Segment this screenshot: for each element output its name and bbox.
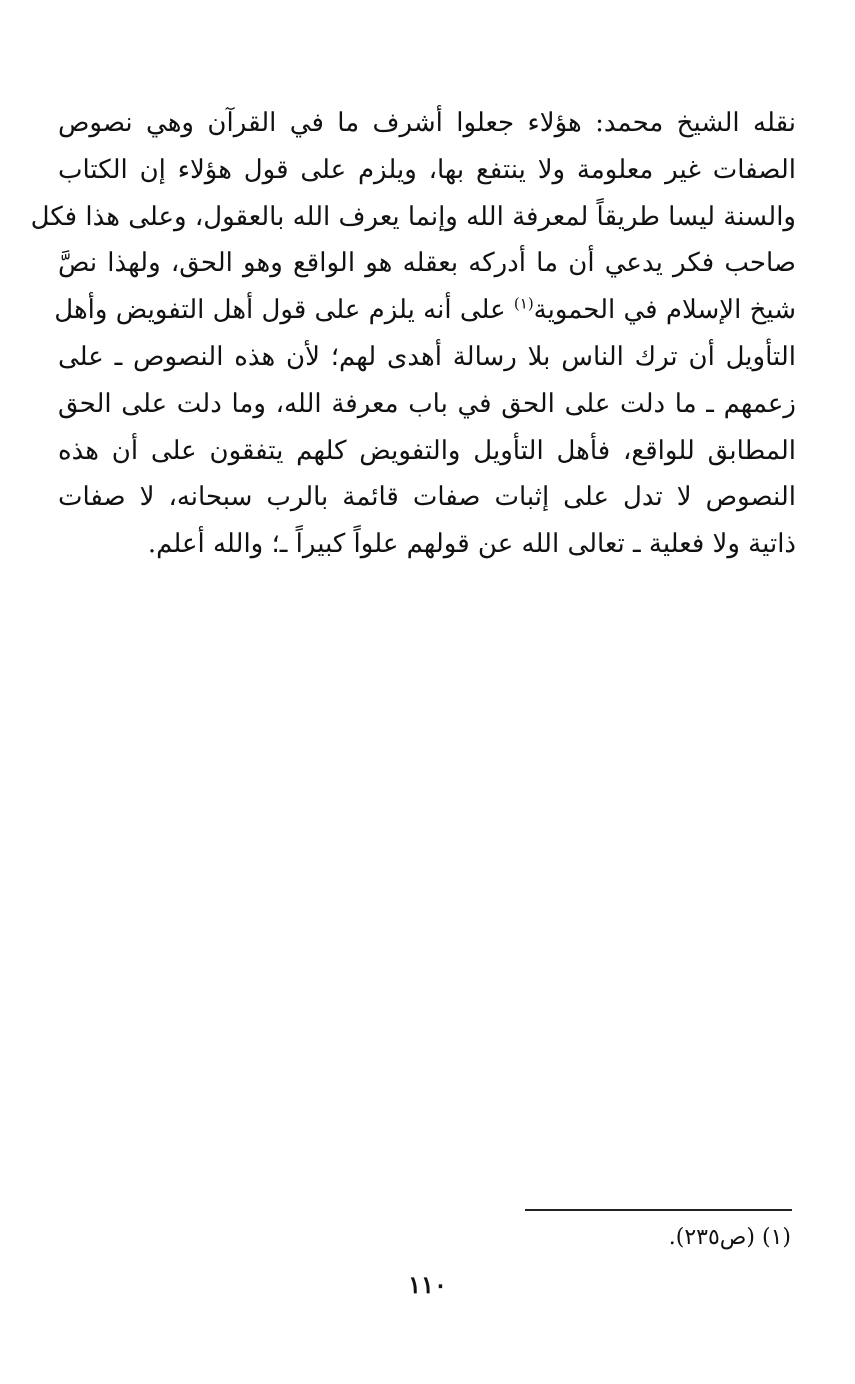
footnote: [669, 1222, 791, 1254]
text-line-3: والسنة ليسا طريقاً لمعرفة الله وإنما يعرف الله بالعقول، وعلى هذا فكل: [30, 201, 796, 232]
text-line-1: نقله الشيخ محمد: هؤلاء جعلوا أشرف ما في القرآن وهي نصوص: [58, 108, 796, 138]
text-line-6: التأويل أن ترك الناس بلا رسالة أهدى لهم؛ لأن هذه النصوص ـ على: [58, 341, 796, 372]
text-line-2: الصفات غير معلومة ولا ينتفع بها، ويلزم على قول هؤلاء إن الكتاب: [58, 154, 796, 185]
main-text: [30, 100, 796, 568]
page-number: ١١٠: [408, 1270, 447, 1299]
text-line-5-start: شيخ الإسلام في الحموية: [533, 295, 796, 326]
text-line-8: المطابق للواقع، فأهل التأويل والتفويض كلهم يتفقون على أن هذه: [58, 435, 796, 466]
footnote-text: (ص٢٣٥).: [668, 1225, 755, 1250]
footnote-divider: [525, 1209, 792, 1211]
text-line-7: زعمهم ـ ما دلت على الحق في باب معرفة الله، وما دلت على الحق: [58, 388, 796, 419]
text-line-5-end: على أنه يلزم على قول أهل التفويض وأهل: [54, 295, 506, 326]
text-line-10: ذاتية ولا فعلية ـ تعالى الله عن قولهم علواً كبيراً ـ؛ والله أعلم.: [147, 529, 796, 560]
text-line-4: صاحب فكر يدعي أن ما أدركه بعقله هو الواقع وهو الحق، ولهذا نصَّ: [58, 248, 796, 279]
footnote-reference[interactable]: (١): [513, 294, 534, 313]
footnote-marker: (١): [761, 1225, 791, 1250]
text-line-9: النصوص لا تدل على إثبات صفات قائمة بالرب سبحانه، لا صفات: [58, 482, 796, 513]
text-line-5: [54, 287, 796, 334]
